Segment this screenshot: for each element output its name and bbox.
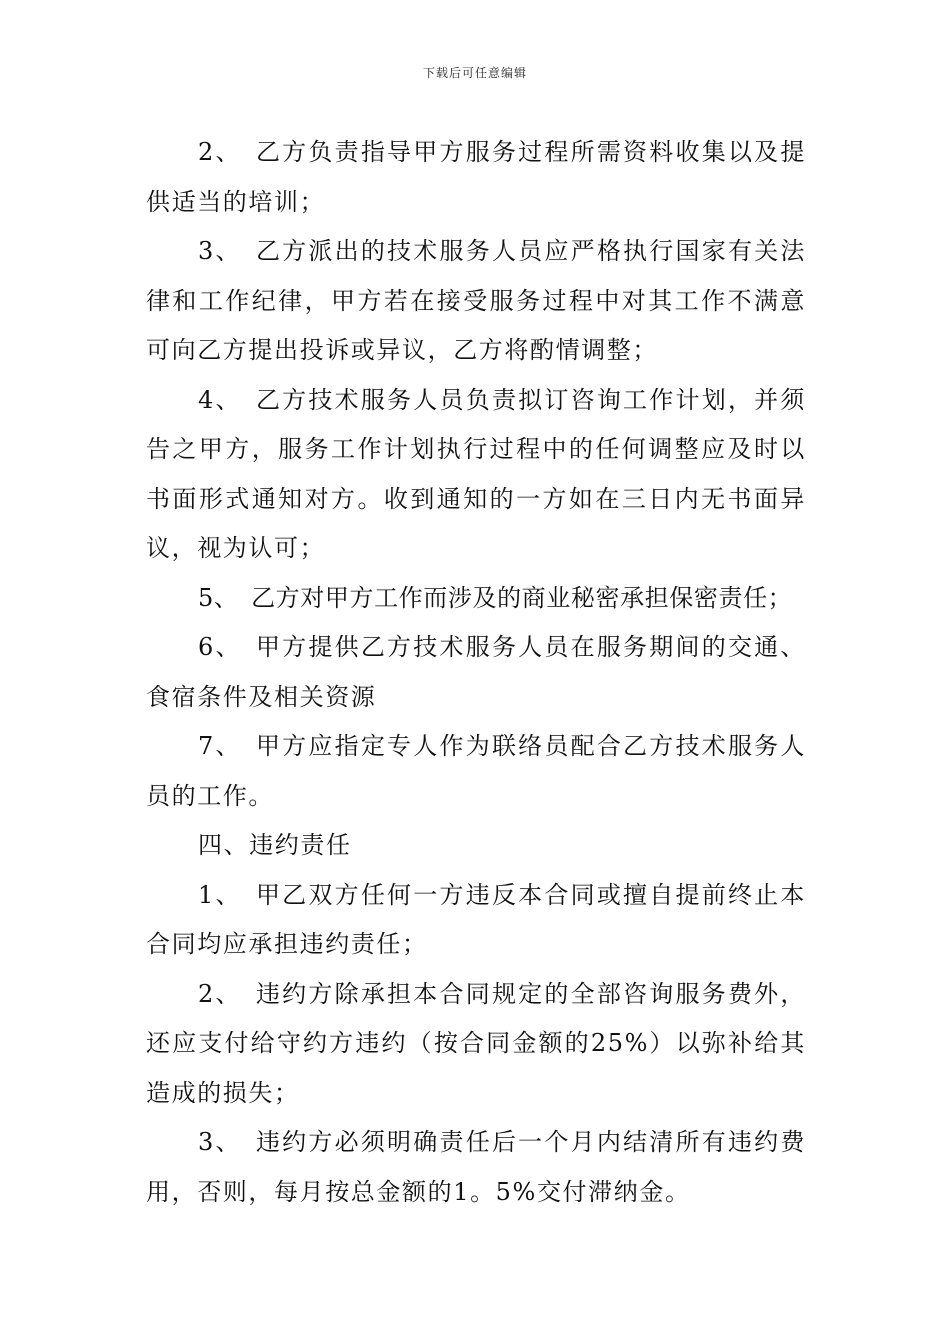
clause-6-paragraph: 6、 甲方提供乙方技术服务人员在服务期间的交通、食宿条件及相关资源 xyxy=(146,633,806,711)
clause-5-paragraph: 5、 乙方对甲方工作而涉及的商业秘密承担保密责任； xyxy=(198,583,793,612)
section-heading-breach-liability: 四、违约责任 xyxy=(198,831,352,859)
breach-clause-2-paragraph: 2、 违约方除承担本合同规定的全部咨询服务费外，还应支付给守约方违约（按合同金额的25%）以弥补给其造成的损失； xyxy=(146,979,806,1107)
clause-7-paragraph: 7、 甲方应指定专人作为联络员配合乙方技术服务人员的工作。 xyxy=(146,732,806,810)
clause-3-paragraph: 3、 乙方派出的技术服务人员应严格执行国家有关法律和工作纪律，甲方若在接受服务过程中对其工作不满意可向乙方提出投诉或异议，乙方将酌情调整； xyxy=(146,237,806,364)
document-body xyxy=(146,128,806,1217)
breach-clause-3-paragraph: 3、 违约方必须明确责任后一个月内结清所有违约费用，否则，每月按总金额的1。5%交付滞纳金。 xyxy=(146,1128,806,1206)
clause-4-paragraph: 4、 乙方技术服务人员负责拟订咨询工作计划，并须告之甲方，服务工作计划执行过程中的任何调整应及时以书面形式通知对方。收到通知的一方如在三日内无书面异议，视为认可； xyxy=(146,385,806,562)
breach-clause-1-paragraph: 1、 甲乙双方任何一方违反本合同或擅自提前终止本合同均应承担违约责任； xyxy=(146,880,806,958)
clause-2-paragraph: 2、 乙方负责指导甲方服务过程所需资料收集以及提供适当的培训； xyxy=(146,138,806,216)
page-header: 下载后可任意编辑 xyxy=(422,66,527,80)
